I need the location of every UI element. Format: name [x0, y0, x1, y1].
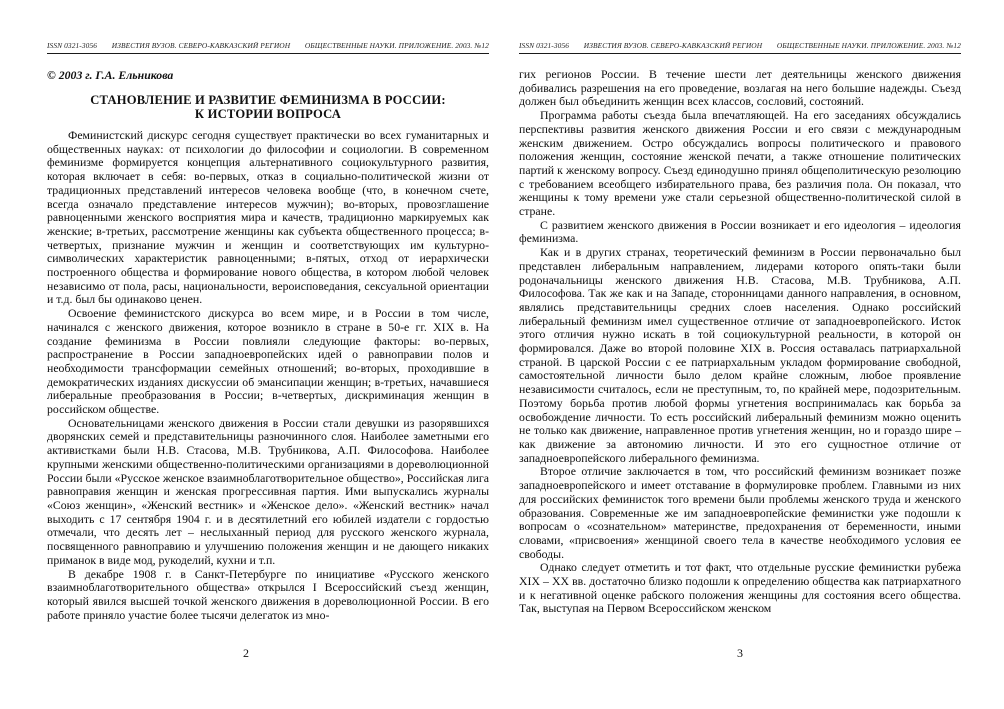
paragraph: С развитием женского движения в России возникает и его идеология – идеология феминизма.: [519, 217, 961, 246]
journal-section: ОБЩЕСТВЕННЫЕ НАУКИ. ПРИЛОЖЕНИЕ. 2003. №12: [304, 41, 489, 50]
paragraph: Освоение феминистского дискурса во всем мире, и в России в том числе, начинался с женского движения, которое возникло в стране в 50-е гг. XIX в. На создание феминизма в России повлияли следующие факторы: во-первых, распространение в России западноевропейских идей о равноправии полов и необходимости трансформации семейных отношений; во-вторых, проходившие в демократических изданиях дискуссии об эмансипации женщин; в-третьих, начавшиеся либеральные преобразования в России; в-четвертых, дискриминация женщин в российском обществе.: [47, 306, 489, 417]
article-title: [47, 93, 489, 121]
paragraph: В декабре 1908 г. в Санкт-Петербурге по инициативе «Русского женского взаимноблаготворительного общества» открылся I Всероссийский съезд женщин, который явился высшей точкой женского движения в дореволюционной России. В его работе приняло участие более тысячи делегаток из мно-: [47, 566, 489, 622]
paragraph: Программа работы съезда была впечатляющей. На его заседаниях обсуждались перспективы развития женского движения России и его связи с международным женским движением. Остро обсуждались вопросы политического и правового положения женщин, состояние женской печати, а также отношение политических партий к женскому вопросу. Съезд единодушно принял общеполитическую резолюцию с требованием всеобщего избирательного права, без различия пола. Он показал, что женщины к тому времени уже стали серьезной общественно-политической силой в стране.: [519, 108, 961, 219]
running-head: [519, 41, 961, 54]
article-title-line2: К ИСТОРИИ ВОПРОСА: [194, 107, 342, 121]
page-number-left: 2: [243, 646, 249, 660]
paragraph: Однако следует отметить и тот факт, что отдельные русские феминистки рубежа XIX – XX вв. достаточно близко подошли к определению общества как патриархатного и к негативной оценке рабского положения женщины для состояния всего общества. Так, выступая на Первом Всероссийском женском: [519, 560, 961, 616]
copyright-line: © 2003 г. Г.А. Ельникова: [47, 68, 174, 82]
issn-label: ISSN 0321-3056: [47, 41, 98, 50]
article-title-line1: СТАНОВЛЕНИЕ И РАЗВИТИЕ ФЕМИНИЗМА В РОССИИ:: [90, 93, 446, 107]
page-number-right: 3: [737, 646, 743, 660]
issn-label: ISSN 0321-3056: [519, 41, 570, 50]
paragraph: Феминистский дискурс сегодня существует практически во всех гуманитарных и общественных науках: от психологии до философии и социологии. В современном феминизме формируется концепция альтернативного социокультурного развития, которая включает в себя: во-первых, отказ в социально-политической жизни от традиционных представлений интересов человека вообще (что, в конечном счете, всегда означало представление интересов мужчин); во-вторых, провозглашение равноценными женского восприятия мира и качеств, традиционно маркируемых как женские; в-третьих, рассмотрение женщины как субъекта общественного процесса; в-четвертых, признание мужчин и женщин и соответствующих им культурно-символических характеристик равноценными; в-пятых, отход от иерархически построенного общества и формирование нового общества, в котором любой человек независимо от пола, расы, национальности, вероисповедания, сексуальной ориентации и т.д. был бы одинаково ценен.: [47, 128, 489, 307]
page-left: [47, 0, 489, 709]
running-head: [47, 41, 489, 54]
paragraph: Основательницами женского движения в России стали девушки из разорявшихся дворянских семей и представительницы разночинного слоя. Наиболее заметными его активистками были Н.В. Стасова, М.В. Трубникова, А.П. Философова. Наиболее крупными женскими общественно-политическими организациями в дореволюционной России были «Русское женское взаимноблаготворительное общество», Российская лига равноправия женщин и женская прогрессивная партия. Ими выпускались журналы «Союз женщин», «Женский вестник» и «Женское дело». «Женский вестник» начал выходить с 17 сентября 1904 г. и в десятилетний его юбилей издатели с гордостью отмечали, что десять лет – неслыханный период для русского женского журнала, посвященного равноправию и улучшению положения женщин и не дающего никаких приманок в виде мод, рукоделий, кухни и т.п.: [47, 415, 489, 567]
journal-title: ИЗВЕСТИЯ ВУЗОВ. СЕВЕРО-КАВКАЗСКИЙ РЕГИОН: [583, 41, 763, 50]
body-text-left: [47, 129, 489, 622]
journal-section: ОБЩЕСТВЕННЫЕ НАУКИ. ПРИЛОЖЕНИЕ. 2003. №12: [776, 41, 961, 50]
paragraph: гих регионов России. В течение шести лет деятельницы женского движения добивались разрешения на его проведение, возлагая на него большие надежды. Съезд должен был объединить женщин всех классов, сословий, состояний.: [519, 67, 961, 109]
paragraph: Как и в других странах, теоретический феминизм в России первоначально был представлен либеральным направлением, лидерами которого опять-таки были родоначальницы женского движения Н.В. Стасова, М.В. Трубникова, А.П. Философова. Так же как и на Западе, сторонницами данного направления, в основном, являлись представительницы средних слоев населения. Однако российский либеральный феминизм имел существенное отличие от западноевропейского. Исток этого отличия нужно искать в той социокультурной реальности, в которой он формировался. Даже во второй половине XIX в. Россия оставалась патриархальной страной. В царской России с ее патриархальным укладом формирование свободной, самостоятельной личности было делом крайне сложным, любое проявление независимости считалось, если не преступным, то, по крайней мере, подозрительным. Поэтому борьба против любой формы угнетения воспринималась как борьба за освобождение личности. То есть российский либеральный феминизм можно оценить не только как движение, направленное против угнетения женщин, но и гораздо шире – как движение за автономию личности. И это его сущностное отличие от западноевропейского либерального феминизма.: [519, 245, 961, 465]
page-right: [519, 0, 961, 709]
paragraph: Второе отличие заключается в том, что российский феминизм возникает позже западноевропейского и имеет отставание в формулировке проблем. Главными из них для российских феминисток того времени были проблемы женского труда и женского образования. Современные же им западноевропейские феминистки уже подошли к вопросам о «сознательном» материнстве, предохранения от беременности, иными словами, «присвоения» женщиной своего тела в качестве необходимого условия ее свободы.: [519, 464, 961, 561]
body-text-right: [519, 68, 961, 616]
journal-title: ИЗВЕСТИЯ ВУЗОВ. СЕВЕРО-КАВКАЗСКИЙ РЕГИОН: [111, 41, 291, 50]
